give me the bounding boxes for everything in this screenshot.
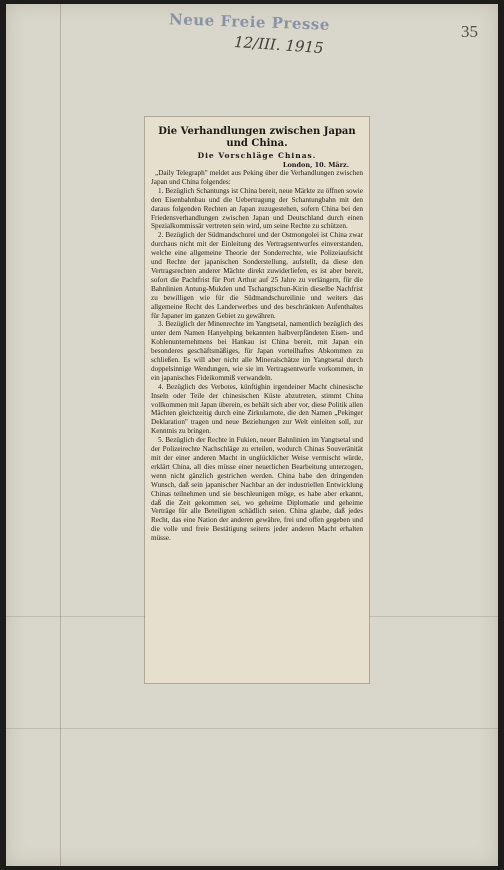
article-paragraph: 1. Bezüglich Schantungs ist China bereit, neue Märkte zu öffnen sowie den Eisenbahnbau und die Uebertragung der Schantungbahn mit den daraus folgenden Rechten an Japan zuzugestehen, sofern China bei den Friedensverhandlungen zwischen Japan und Deutschland durch einen Spezialkommissär vertreten sein wird, um seine Rechte zu schützen. xyxy=(151,186,363,231)
article-subtitle: Die Vorschläge Chinas. xyxy=(197,151,317,160)
article-dateline: London, 10. März. xyxy=(282,161,349,169)
handwritten-date: 12/III. 1915 xyxy=(233,32,325,58)
margin-rule xyxy=(60,4,61,866)
page-number: 35 xyxy=(461,22,478,41)
newspaper-clipping xyxy=(145,117,369,683)
article-paragraph: 5. Bezüglich der Rechte in Fukien, neuer Bahnlinien im Yangtsetal und der Polizeirechte Nachschläge zu erteilen, wodurch Chinas Souveränität mit der einer anderen Macht in unglücklicher Weise vermischt würde, erklärt China, all dies müsse einer neuerlichen Bearbeitung unterzogen, wenn nicht gänzlich gestrichen werden. China habe den dringenden Wunsch, daß sein japanischer Nachbar an der industriellen Entwicklung Chinas teilnehmen und sie beschleunigen möge, es habe aber erkannt, daß die Zeit gekommen sei, wo geheime Diplomatie und geheime Verträge für alle Beteiligten schädlich seien. China glaube, daß jedes Recht, das eine Nation der anderen gewähre, frei und offen gegeben und die volle und freie Bestätigung seitens jeder anderen Macht erhalten müsse. xyxy=(151,436,363,543)
article-paragraph: 2. Bezüglich der Südmandschurei und der Ostmongolei ist China zwar durchaus nicht mit der Einleitung des Vertragsentwurfes einverstanden, welche eine allgemeine Theorie der Sonderrechte, wie Polizeiaufsicht und Rechte der japanischen Sonderstellung, aufstellt, da diese den Vertragsrechten anderer Mächte direkt zuwiderliefen, es ist aber bereit, sofort die Pachtfrist für Port Arthur auf 25 Jahre zu verlängern, für die Bahnlinien Antung-Mukden und Tschangtschun-Kirin dieselbe Nachfrist zu bewilligen wie für die Südmandschureilinie und weiters das allgemeine Recht des Landerwerbes und des beschränkten Aufenthaltes für Japaner im ganzen Gebiet zu gewähren. xyxy=(151,231,363,320)
page-crease xyxy=(6,728,498,729)
archive-page xyxy=(6,4,498,866)
article-title: Die Verhandlungen zwischen Japan und China. xyxy=(158,126,356,149)
article-paragraph: 3. Bezüglich der Minenrechte im Yangtsetal, namentlich bezüglich des unter dem Namen Hanyehping bekannten halbverpfändeten Eisen- und Kohlenunternehmens bei Hankau ist China bereit, mit Japan ein besonderes geschäftsmäßiges, für Japan vorteilhaftes Abkommen zu schließen. Es will aber nicht alle Mineralschätze im Yangtsetal durch doppelsinnige Wendungen, wie sie im Vertragsentwurfe vorkommen, in ein japanisches Fideikommiß verwandeln. xyxy=(151,320,363,382)
article-paragraph: „Daily Telegraph" meldet aus Peking über die Verhandlungen zwischen Japan und China folgendes: xyxy=(151,169,363,186)
article-paragraph: 4. Bezüglich des Verbotes, künftighin irgendeiner Macht chinesische Inseln oder Teile der chinesischen Küste abzutreten, stimmt China vollkommen mit Japan überein, es behält sich aber vor, diese Politik allen Mächten gleichzeitig durch eine Zirkularnote, die den Namen „Pekinger Deklaration" tragen und neue Beziehungen zur Welt einleiten soll, zur Kenntnis zu bringen. xyxy=(151,382,363,436)
newspaper-stamp: Neue Freie Presse xyxy=(168,10,331,34)
